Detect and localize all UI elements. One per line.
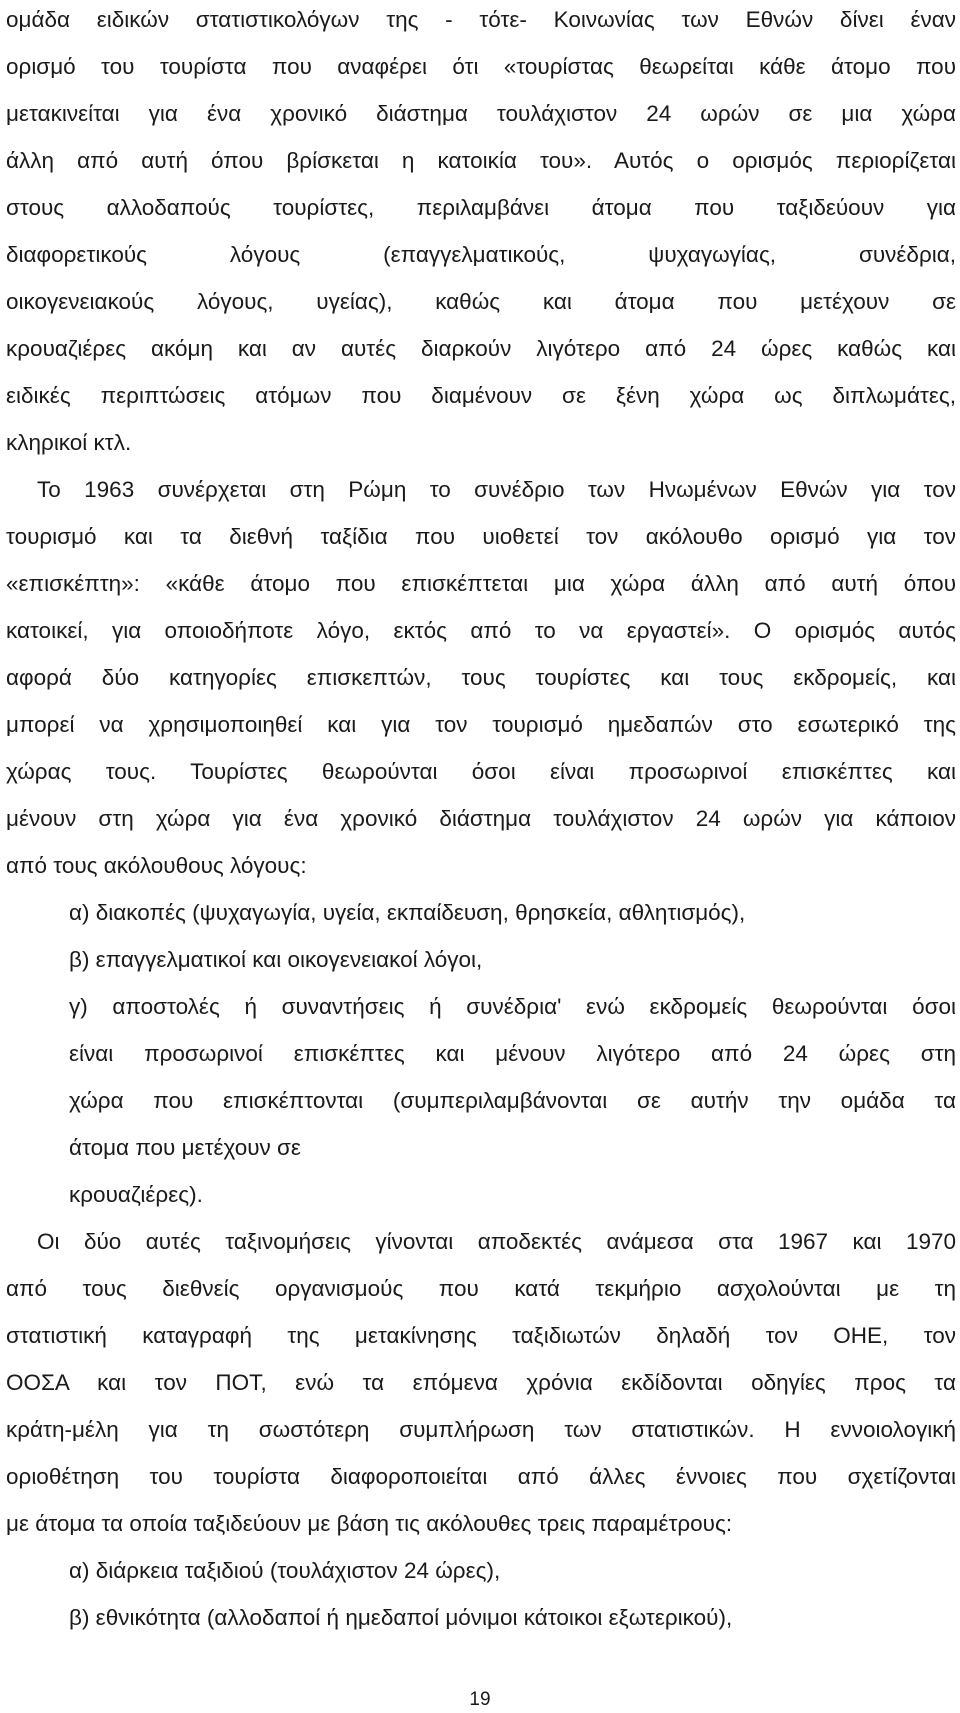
list-item: β) επαγγελματικοί και οικογενειακοί λόγοι, [69, 947, 483, 972]
text-line: τουρισμό και τα διεθνή ταξίδια που υιοθετεί τον ακόλουθο ορισμό για τον [6, 524, 956, 549]
text-line: κράτη-μέλη για τη σωστότερη συμπλήρωση των στατιστικών. Η εννοιολογική [6, 1417, 956, 1442]
text-line: αφορά δύο κατηγορίες επισκεπτών, τους τουρίστες και τους εκδρομείς, και [6, 665, 956, 690]
list-item: α) διάρκεια ταξιδιού (τουλάχιστον 24 ώρες), [69, 1558, 501, 1583]
paragraph-first-line: Το 1963 συνέρχεται στη Ρώμη το συνέδριο των Ηνωμένων Εθνών για τον [37, 477, 956, 502]
list-item: β) εθνικότητα (αλλοδαποί ή ημεδαποί μόνιμοι κάτοικοι εξωτερικού), [69, 1605, 733, 1630]
text-line: «επισκέπτη»: «κάθε άτομο που επισκέπτεται μια χώρα άλλη από αυτή όπου [6, 571, 956, 596]
text-line: διαφορετικούς λόγους (επαγγελματικούς, ψυχαγωγίας, συνέδρια, [6, 242, 956, 267]
text-line: κατοικεί, για οποιοδήποτε λόγο, εκτός από το να εργαστεί». Ο ορισμός αυτός [6, 618, 956, 643]
text-line: ορισμό του τουρίστα που αναφέρει ότι «τουρίστας θεωρείται κάθε άτομο που [6, 54, 956, 79]
text-line: μπορεί να χρησιμοποιηθεί και για τον τουρισμό ημεδαπών στο εσωτερικό της [6, 712, 956, 737]
list-item-continuation: άτομα που μετέχουν σε [69, 1135, 301, 1160]
list-item-continuation: είναι προσωρινοί επισκέπτες και μένουν λιγότερο από 24 ώρες στη [69, 1041, 956, 1066]
text-line: μετακινείται για ένα χρονικό διάστημα τουλάχιστον 24 ωρών σε μια χώρα [6, 101, 956, 126]
text-line: στους αλλοδαπούς τουρίστες, περιλαμβάνει άτομα που ταξιδεύουν για [6, 195, 956, 220]
text-line: μένουν στη χώρα για ένα χρονικό διάστημα τουλάχιστον 24 ωρών για κάποιον [6, 806, 956, 831]
list-item: α) διακοπές (ψυχαγωγία, υγεία, εκπαίδευση, θρησκεία, αθλητισμός), [69, 900, 746, 925]
text-line: χώρας τους. Τουρίστες θεωρούνται όσοι είναι προσωρινοί επισκέπτες και [6, 759, 956, 784]
text-line: οριοθέτηση του τουρίστα διαφοροποιείται από άλλες έννοιες που σχετίζονται [6, 1464, 956, 1489]
text-line: ΟΟΣΑ και τον ΠΟΤ, ενώ τα επόμενα χρόνια εκδίδονται οδηγίες προς τα [6, 1370, 956, 1395]
text-line: οικογενειακούς λόγους, υγείας), καθώς και άτομα που μετέχουν σε [6, 289, 956, 314]
list-item: γ) αποστολές ή συναντήσεις ή συνέδρια' ενώ εκδρομείς θεωρούνται όσοι [69, 994, 956, 1019]
text-line: από τους διεθνείς οργανισμούς που κατά τεκμήριο ασχολούνται με τη [6, 1276, 956, 1301]
text-line: ειδικές περιπτώσεις ατόμων που διαμένουν σε ξένη χώρα ως διπλωμάτες, [6, 383, 956, 408]
text-line: από τους ακόλουθους λόγους: [6, 853, 307, 878]
text-line: με άτομα τα οποία ταξιδεύουν με βάση τις ακόλουθες τρεις παραμέτρους: [6, 1511, 733, 1536]
text-line: ομάδα ειδικών στατιστικολόγων της - τότε- Κοινωνίας των Εθνών δίνει έναν [6, 7, 956, 32]
text-line: άλλη από αυτή όπου βρίσκεται η κατοικία του». Αυτός ο ορισμός περιορίζεται [6, 148, 956, 173]
text-line: στατιστική καταγραφή της μετακίνησης ταξιδιωτών δηλαδή τον ΟΗΕ, τον [6, 1323, 956, 1348]
page-number: 19 [469, 1689, 491, 1710]
text-line: κρουαζιέρες ακόμη και αν αυτές διαρκούν λιγότερο από 24 ώρες καθώς και [6, 336, 956, 361]
list-item-continuation: κρουαζιέρες). [69, 1182, 203, 1207]
list-item-continuation: χώρα που επισκέπτονται (συμπεριλαμβάνονται σε αυτήν την ομάδα τα [69, 1088, 956, 1113]
text-line: κληρικοί κτλ. [6, 430, 132, 455]
paragraph-first-line: Οι δύο αυτές ταξινομήσεις γίνονται αποδεκτές ανάμεσα στα 1967 και 1970 [37, 1229, 956, 1254]
